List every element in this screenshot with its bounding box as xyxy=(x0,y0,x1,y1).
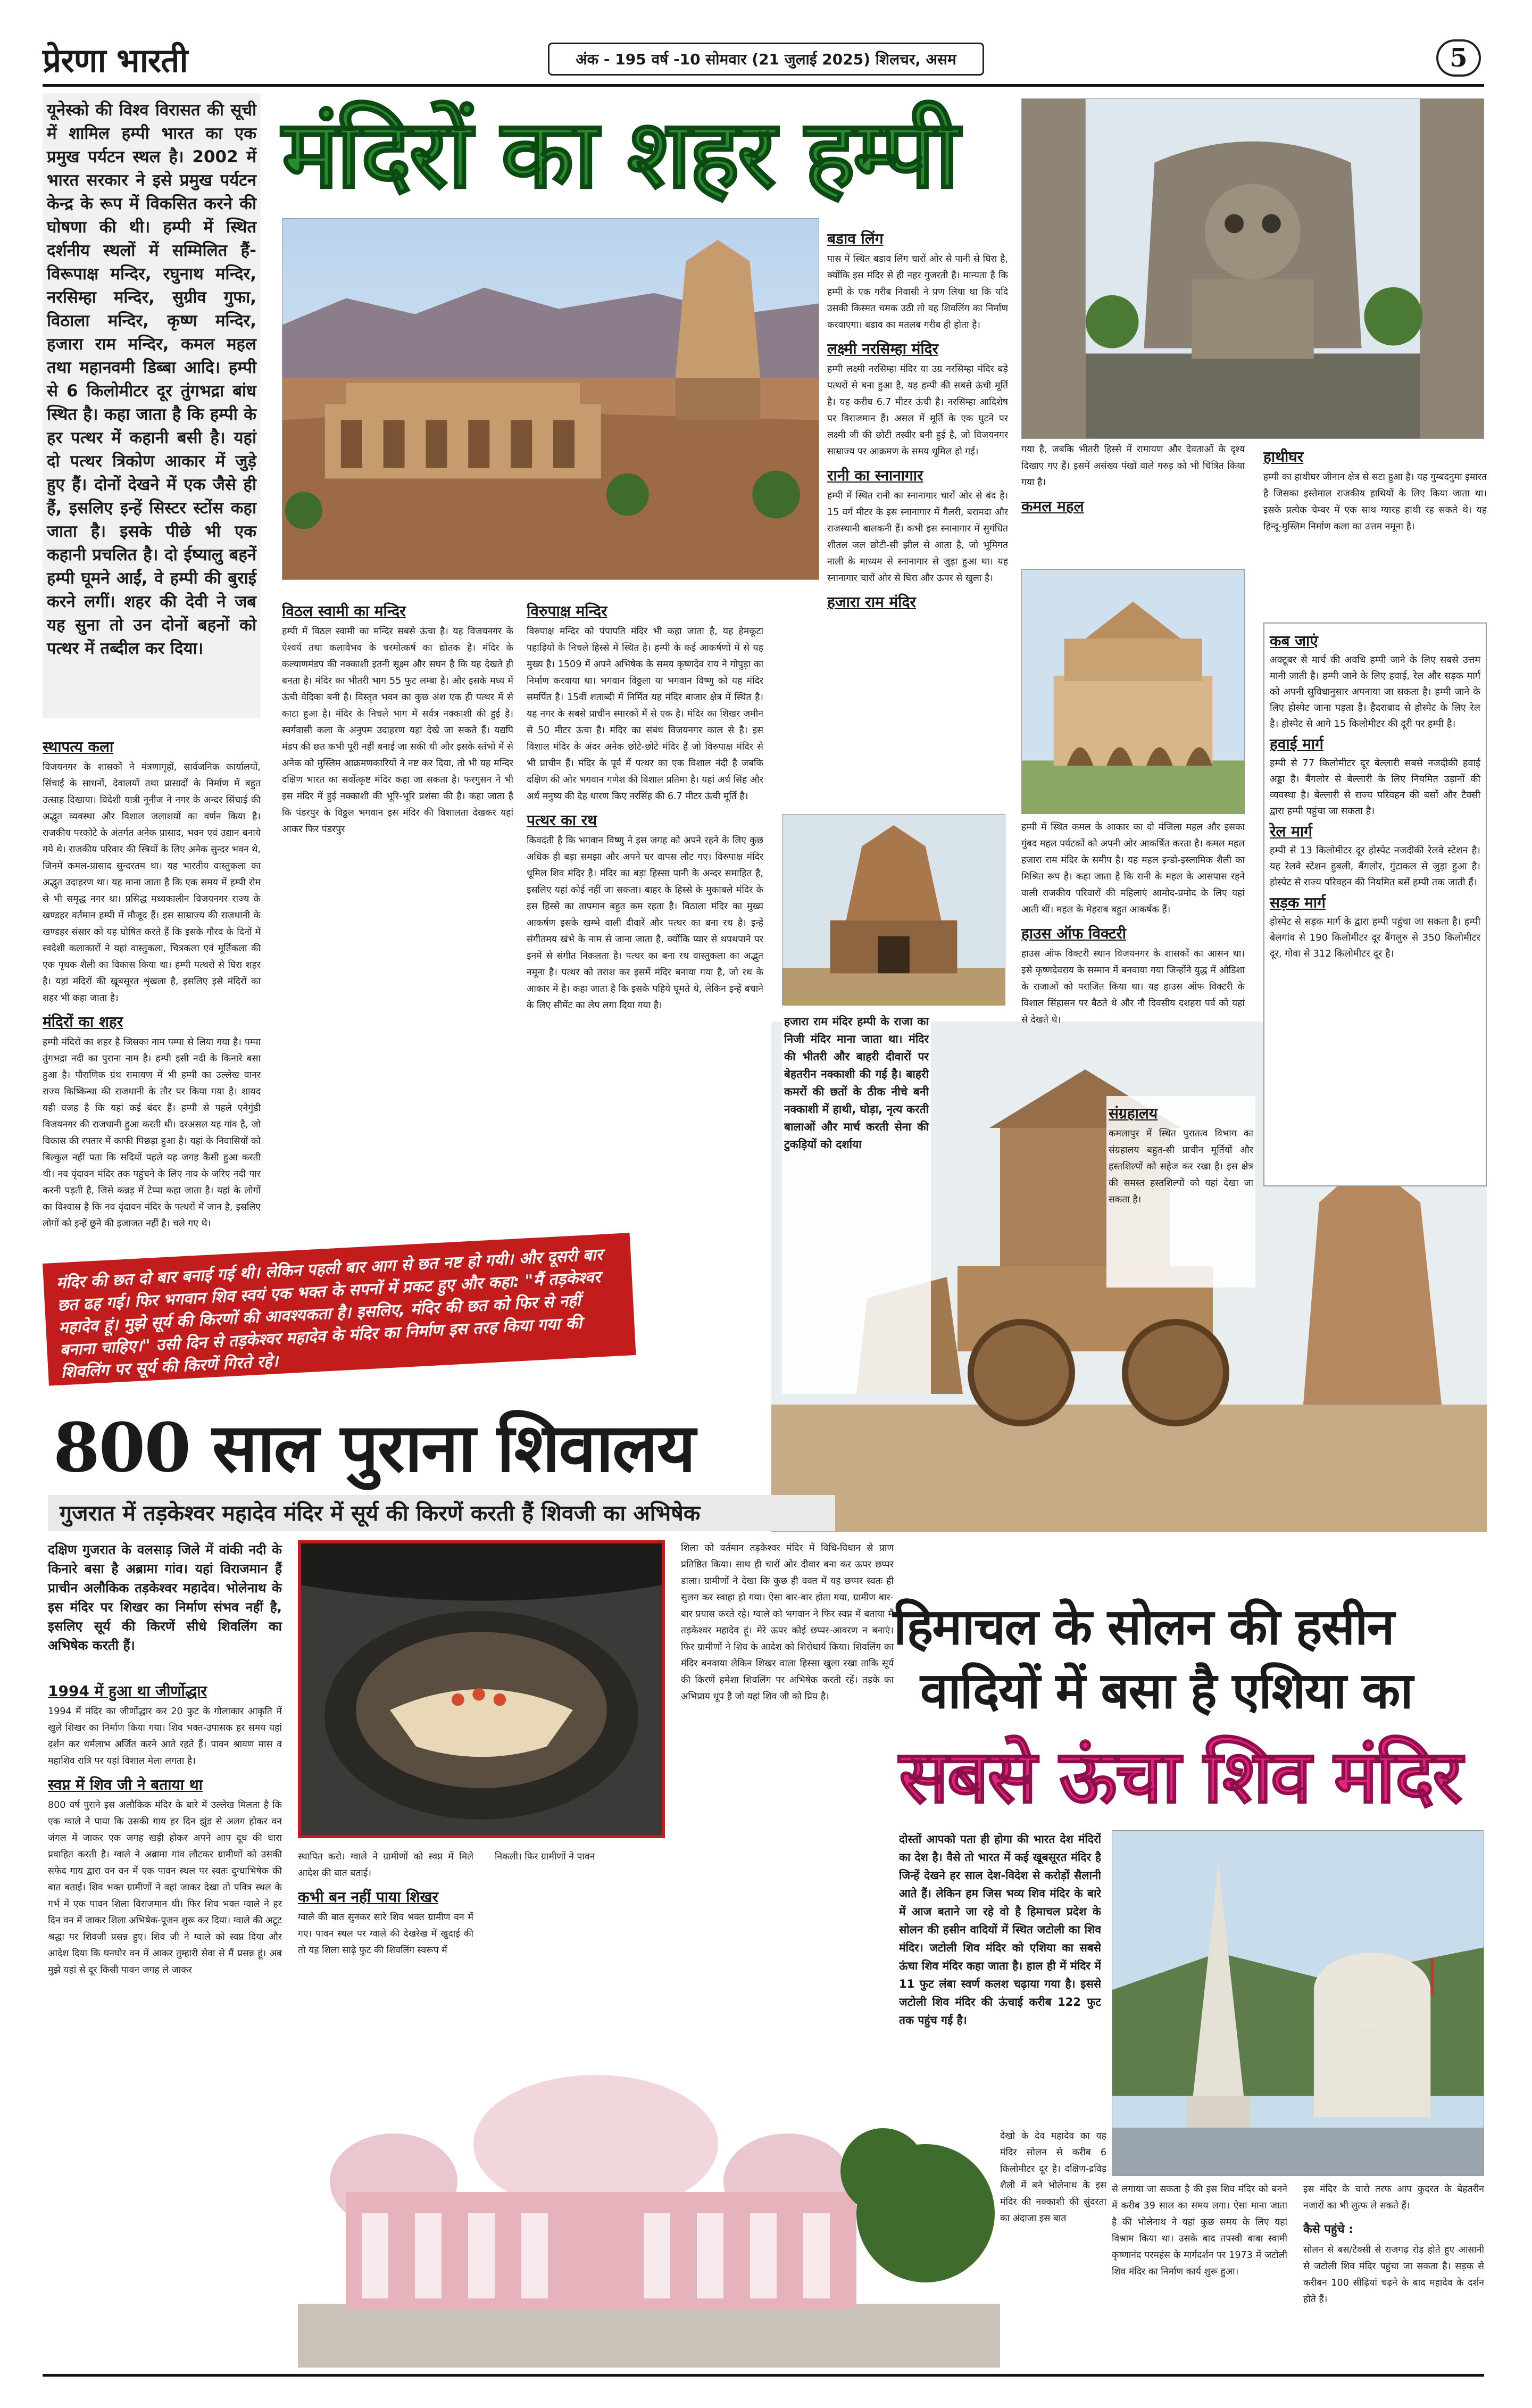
shiv-headline: 800 साल पुराना शिवालय xyxy=(53,1408,695,1487)
kamal-mahal-photo xyxy=(1021,569,1245,814)
shivling-photo xyxy=(298,1540,665,1838)
section-title: हाथीघर xyxy=(1263,448,1304,466)
hampi-column-3 xyxy=(527,596,763,1256)
section-text: हम्पी का हाथीघर जीनान क्षेत्र से सटा हुआ है। यह गुम्बदनुमा इमारत है जिसका इस्तेमाल राजकीय हाथियों के लिए किया जाता था। इसके प्रत्येक चेम्बर में एक साथ ग्यारह हाथी रह सकते थे। यह हिन्दू-मुस्लिम निर्माण कला का उत्तम नमूना है। xyxy=(1263,472,1487,532)
section-title: संग्रहालय xyxy=(1109,1105,1158,1122)
section-text: देखो के देव महादेव का यह मंदिर सोलन से करीब 6 किलोमीटर दूर है। दक्षिण-द्रविड़ शैली में बने भोलेनाथ के इस मंदिर की नक्काशी की सुंदरता का अंदाजा इस बात xyxy=(1000,2131,1106,2224)
section-title: मंदिरों का शहर xyxy=(43,1013,123,1031)
hampi-column-2 xyxy=(282,596,513,1256)
sangrahalaya-box xyxy=(1106,1096,1255,1288)
travel-text: होस्पेट से सड़क मार्ग के द्वारा हम्पी पहुंचा जा सकता है। हम्पी बेलगांव से 190 किलोमीटर दूर बैंगलुरु से 350 किलोमीटर दूर, गोवा से 312 किलोमीटर दूर है। xyxy=(1270,916,1480,959)
travel-title: रेल मार्ग xyxy=(1270,823,1312,840)
section-text: 1994 में मंदिर का जीर्णोद्धार कर 20 फुट के गोलाकार आकृति में खुले शिखर का निर्माण किया गया। शिव भक्त-उपासक हर समय यहां दर्शन कर धर्मलाभ अर्जित करने आते रहते हैं। पावन श्रावण मास व महाशिव रात्रि पर यहां विशाल मेला लगता है। xyxy=(48,1706,282,1766)
section-text: कमलापुर में स्थित पुरातत्व विभाग का संग्रहालय बहुत-सी प्राचीन मूर्तियों और हस्तशिल्पों को सहेज कर रखा है। इस क्षेत्र की समस्त हस्तशिल्पों को यहां देखा जा सकता है। xyxy=(1109,1128,1253,1205)
himachal-headline-line3: सबसे ऊंचा शिव मंदिर xyxy=(899,1734,1461,1820)
travel-text: अक्टूबर से मार्च की अवधि हम्पी जाने के लिए सबसे उत्तम मानी जाती है। हम्पी जाने के लिए हवाई, रेल और सड़क मार्ग को अपनी सुविधानुसार अपनाया जा सकता है। हम्पी जाने के लिए होस्पेट जाना पड़ता है। हैदराबाद से होस्पेट के लिए रेल है। होस्पेट से आगे 15 किलोमीटर की दूरी पर हम्पी है। xyxy=(1270,654,1480,729)
section-title: हाउस ऑफ विक्टरी xyxy=(1021,925,1127,942)
hazara-ram-photo xyxy=(782,814,1005,1006)
hazara-text: हजारा राम मंदिर हम्पी के राजा का निजी मंदिर माना जाता था। मंदिर की भीतरी और बाहरी दीवारों पर बेहतरीन नक्काशी की गई है। बाहरी कमरों की छतों के ठीक नीचे बनी नक्काशी में हाथी, घोड़ा, नृत्य करती बालाओं और मार्च करती सेना की टुकड़ियों को दर्शाया xyxy=(782,1011,931,1394)
section-title: कमल महल xyxy=(1021,497,1084,515)
travel-text: हम्पी से 13 किलोमीटर दूर होस्पेट नजदीकी रेलवे स्टेशन है। यह रेलवे स्टेशन हुबली, बैंगलोर, गुंटाकल से जुड़ा हुआ है। होस्पेट से राज्य परिवहन की नियमित बसें हम्पी तक जाती हैं। xyxy=(1270,845,1480,888)
section-title: विरुपाक्ष मन्दिर xyxy=(527,602,607,620)
himachal-column-2 xyxy=(1000,2128,1106,2368)
section-title: कभी बन नहीं पाया शिखर xyxy=(298,1888,438,1906)
hampi-headline: मंदिरों का शहर हम्पी xyxy=(282,99,958,209)
shiv-column-1 xyxy=(48,1676,282,2362)
shiv-column-3a xyxy=(495,1849,654,1897)
section-text: से लगाया जा सकता है की इस शिव मंदिर को बनने में करीब 39 साल का समय लगा। ऐसा माना जाता है की भोलेनाथ ने यहां कुछ समय के लिए यहां विश्राम किया था। उसके बाद तपस्वी बाबा स्वामी कृष्णानंद परमहंस के मार्गदर्शन पर 1973 में जटोली शिव मंदिर का निर्माण कार्य शुरू हुआ। xyxy=(1112,2184,1287,2277)
header-rule xyxy=(43,84,1484,87)
section-title: हजारा राम मंदिर xyxy=(827,593,916,611)
shiv-subheadline: गुजरात में तड़केश्वर महादेव मंदिर में सूर्य की किरणें करती हैं शिवजी का अभिषेक xyxy=(48,1495,835,1531)
section-title: 1994 में हुआ था जीर्णोद्धार xyxy=(48,1682,207,1700)
travel-title: हवाई मार्ग xyxy=(1270,735,1323,753)
section-text: स्थापित करो। ग्वाले ने ग्रामीणों को स्वप्न में मिले आदेश की बात बताई। xyxy=(298,1851,473,1879)
himachal-column-4 xyxy=(1303,2181,1484,2368)
section-text: 800 वर्ष पुराने इस अलौकिक मंदिर के बारे में उल्लेख मिलता है कि एक ग्वाले ने पाया कि उसकी गाय हर दिन झुंड से अलग होकर वन जंगल में जाकर एक जगह खड़ी होकर अपने आप दूध की धारा प्रवाहित करती है। ग्वाले ने अब्रामा गांव लौटकर ग्रामीणों को उसकी सफेद गाय द्वारा वन वन में एक पावन स्थल पर स्वतः दुग्धाभिषेक की बात बताई। शिव भक्त ग्रामीणों ने वहां जाकर देखा तो पवित्र स्थल के गर्भ में एक पावन शिला विराजमान थी। फिर शिव भक्त ग्वाले ने हर दिन वन में जाकर शिला अभिषेक-पूजन शुरू कर दिया। ग्वाले की अटूट श्रद्धा पर शिवजी प्रसन्न हुए। शिव जी ने ग्वाले को स्वप्न दिया और आदेश दिया कि घनघोर वन में आकर तुम्हारी सेवा से मैं प्रसन्न हूं। अब मुझे यहां से दूर किसी पावन जगह ले जाकर xyxy=(48,1800,282,1975)
section-text: हम्पी में विठल स्वामी का मन्दिर सबसे ऊंचा है। यह विजयनगर के ऐश्वर्य तथा कलावैभव के चरमोत्कर्ष का द्योतक है। मंदिर के कल्याणमंडप की नक्काशी इतनी सूक्ष्म और सघन है कि यह देखते ही बनता है। मंदिर का भीतरी भाग 55 फुट लम्बा है। और इसके मध्य में ऊंची वेदिका बनी है। विस्तृत भवन का कुछ अंश एक ही पत्थर में से काटा हुआ है। मंदिर के निचले भाग में सर्वत्र नक्काशी की हुई है। स्वर्गवासी कला के अनुपम उदाहरण यहां देखे जा सकते हैं। यद्यपि मंडप की छत कभी पूरी नहीं बनाई जा सकी थी और इसके स्तंभों में से अनेक को मुस्लिम आक्रमणकारियों ने नष्ट कर दिया, तो भी यह मन्दिर दक्षिण भारत का सर्वोत्कृष्ट मंदिर कहा जा सकता है। फरगुसन ने भी इस मंदिर में हुई नक्काशी की भूरि-भूरि प्रशंसा की है। कहा जाता है कि पंडरपुर के विठ्ठल भगवान इस मंदिर की विशालता देखकर यहां आकर फिर पंडरपुर xyxy=(282,626,513,835)
hampi-column-6 xyxy=(1263,442,1487,617)
section-title: स्थापत्य कला xyxy=(43,738,114,755)
travel-text: हम्पी से 77 किलोमीटर दूर बेल्लारी सबसे नजदीकी हवाई अड्डा है। बैंगलोर से बेल्लारी के लिए नियमित उड़ानों की व्यवस्था है। बेल्लारी से राज्य परिवहन की बसों और टैक्सी द्वारा हम्पी पहुंचा जा सकता है। xyxy=(1270,758,1480,817)
shiv-red-callout: मंदिर की छत दो बार बनाई गई थी। लेकिन पहली बार आग से छत नष्ट हो गयी। और दूसरी बार छत ढह गई। फिर भगवान शिव स्वयं एक भक्त के सपनों में प्रकट हुए और कहा: "मैं तड़केश्वर महादेव हूं। मुझे सूर्य की किरणों की आवश्यकता है। इसलिए, मंदिर की छत को फिर से नहीं बनाना चाहिए।" उसी दिन से तड़केश्वर महादेव के मंदिर का निर्माण इस तरह किया गया की शिवलिंग पर सूर्य की किरणें गिरते रहे। xyxy=(43,1233,636,1386)
section-text: निकली। फिर ग्रामीणों ने पावन xyxy=(495,1851,595,1862)
shiv-column-3 xyxy=(681,1540,894,1913)
narsimha-statue-photo xyxy=(1021,98,1484,439)
section-title: स्वप्न में शिव जी ने बताया था xyxy=(48,1776,203,1793)
section-title: कैसे पहुंचे : xyxy=(1303,2223,1354,2236)
section-title: लक्ष्मी नरसिम्हा मंदिर xyxy=(827,340,939,358)
section-text: इस मंदिर के चारो तरफ आप कुदरत के बेहतरीन नजारों का भी लुत्फ ले सकते हैं। xyxy=(1303,2184,1484,2211)
hazara-text-hidden xyxy=(827,803,1008,814)
jatoli-temple-photo xyxy=(1112,1830,1484,2176)
section-text: सोलन से बस/टैक्सी से राजगढ़ रोड़ होते हुए आसानी से जटोली शिव मंदिर पहुंचा जा सकता है। सड़क से करीबन 100 सीढ़ियां चढ़ने के बाद महादेव के दर्शन होते हैं। xyxy=(1303,2245,1484,2305)
himachal-headline-line1: हिमाचल के सोलन की हसीन xyxy=(894,1598,1394,1656)
hampi-column-4 xyxy=(827,223,1008,809)
section-text: विजयनगर के शासकों ने मंत्रणागृहों, सार्वजनिक कार्यालयों, सिंचाई के साधनों, देवालयों तथा प्रासादों के निर्माण में बहुत उत्साह दिखाया। विदेशी यात्री नूनीज ने नगर के अन्दर सिंचाई की अद्भुत व्यवस्था और विशाल जलाशयों का वर्णन किया है। राजकीय परकोटे के अंतर्गत अनेक प्रासाद, भवन एवं उद्यान बनाये गये थे। राजकीय परिवार की स्त्रियों के लिए अनेक सुन्दर भवन थे, जिनमें कमल-प्रासाद सुन्दरतम था। यह भारतीय वास्तुकला का अद्भुत उदाहरण था। यह माना जाता है कि एक समय में हम्पी रोम से भी समृद्ध नगर था। प्रसिद्ध मध्यकालीन विजयनगर राज्य के खण्डहर वर्तमान हम्पी में मौजूद हैं। इस साम्राज्य की राजधानी के खण्डहर संसार को यह घोषित करते हैं कि इसके गौरव के दिनों में स्वदेशी कलाकारों ने यहां वास्तुकला, चित्रकला एवं मूर्तिकला की एक पृथक शैली का विकास किया था। हम्पी पत्थरों से घिरा शहर है। यहां मंदिरों की खूबसूरत शृंखला है, इसलिए इसे मंदिरों का शहर भी कहा जाता है। xyxy=(43,762,261,1003)
section-text: शिला को वर्तमान तड़केश्वर मंदिर में विधि-विधान से प्राण प्रतिष्ठित किया। साथ ही चारों ओर दीवार बना कर ऊपर छप्पर डाला। ग्रामीणों ने देखा कि कुछ ही वक्त में यह छप्पर स्वतः ही सुलग कर स्वाहा हो गया। ऐसा बार-बार होता गया, ग्रामीण बार-बार प्रयास करते रहे। ग्वाले को भगवान ने फिर स्वप्न में बताया मैं तड़केश्वर महादेव हूं। मेरे ऊपर कोई छप्पर-आवरण न बनाएं। फिर ग्रामीणों ने शिव के आदेश को शिरोधार्य किया। शिवलिंग का मंदिर बनवाया लेकिन शिखर वाला हिस्सा खुला रखा ताकि सूर्य की किरणें हमेशा शिवलिंग पर अभिषेक करती रहें। तड़के का अभिप्राय धूप है जो यहां शिव जी को प्रिय है। xyxy=(681,1543,894,1702)
travel-title: सड़क मार्ग xyxy=(1270,894,1326,911)
section-text: ग्वाले की बात सुनकर सारे शिव भक्त ग्रामीण वन में गए। पावन स्थल पर ग्वाले की देखरेख में खुदाई की तो यह शिला साढ़े फुट की शिवलिंग स्वरूप में xyxy=(298,1912,473,1956)
caption-text: गया है, जबकि भीतरी हिस्से में रामायण और देवताओं के दृश्य दिखाए गए हैं। इसमें असंख्य पंखों वाले गरुड़ को भी चित्रित किया गया है। xyxy=(1021,444,1245,488)
shiv-lead: दक्षिण गुजरात के वलसाड़ जिले में वांकी नदी के किनारे बसा है अब्रामा गांव। यहां विराजमान हैं प्राचीन अलौकिक तड़केश्वर महादेव। भोलेनाथ के इस मंदिर पर शिखर का निर्माण संभव नहीं है, इसलिए सूर्य की किरणें सीधे शिवलिंग का अभिषेक करती हैं। xyxy=(48,1542,282,1653)
hampi-intro: यूनेस्को की विश्व विरासत की सूची में शामिल हम्पी भारत का एक प्रमुख पर्यटन स्थल है। 2002 में भारत सरकार ने इसे प्रमुख पर्यटन केन्द्र के रूप में विकसित करने की घोषणा की थी। हम्पी में स्थित दर्शनीय स्थलों में सम्मिलित हैं- विरूपाक्ष मन्दिर, रघुनाथ मन्दिर, नरसिम्हा मन्दिर, सुग्रीव गुफा, विठाला मन्दिर, कृष्ण मन्दिर, हजारा राम मन्दिर, कमल महल तथा महानवमी डिब्बा आदि। हम्पी से 6 किलोमीटर दूर तुंगभद्रा बांध स्थित है। कहा जाता है कि हम्पी के हर पत्थर में कहानी बसी है। यहां दो पत्थर त्रिकोण आकार में जुड़े हुए हैं। दोनों देखने में एक जैसे ही हैं, इसलिए इन्हें सिस्टर स्टोंस कहा जाता है। इसके पीछे भी एक कहानी प्रचलित है। दो ईष्यालु बहनें हम्पी घूमने आईं, वे हम्पी की बुराई करने लगीं। शहर की देवी ने जब यह सुना तो उन दोनों बहनों को पत्थर में तब्दील कर दिया। xyxy=(43,93,261,718)
section-text: पास में स्थित बडाव लिंग चारों ओर से पानी से घिरा है, क्योंकि इस मंदिर से ही नहर गुजरती है। मान्यता है कि हम्पी के एक गरीब निवासी ने प्रण लिया था कि यदि उसकी किस्मत चमक उठी तो वह शिवलिंग का निर्माण करवाएगा। बडाव का मतलब गरीब ही होता है। xyxy=(827,254,1008,330)
himachal-column-1: दोस्तों आपको पता ही होगा की भारत देश मंदिरों का देश है। वैसे तो भारत में कई खूबसूरत मंदिर है जिन्हें देखने हर साल देश-विदेश से करोड़ों सैलानी आते हैं। लेकिन हम जिस भव्य शिव मंदिर के बारे में आज बताने जा रहे वो है हिमाचल प्रदेश के सोलन की हसीन वादियों में स्थित जटोली का शिव मंदिर। जटोली शिव मंदिर को एशिया का सबसे ऊंचा शिव मंदिर कहा जाता है। हाल ही में मंदिर में 11 फुट लंबा स्वर्ण कलश चढ़ाया गया है। इससे जटोली शिव मंदिर की ऊंचाई करीब 122 फुट तक पहुंच गई है। xyxy=(899,1833,1101,2027)
hampi-temple-photo xyxy=(282,218,819,580)
section-text: किवदंती है कि भगवान विष्णु ने इस जगह को अपने रहने के लिए कुछ अधिक ही बड़ा समझा और अपने घर वापस लौट गए। विरुपाक्ष मंदिर धूमिल शिव मंदिर है। मंदिर का बड़ा हिस्सा पानी के अन्दर समाहित है, इसलिए यहां कोई नहीं जा सकता। बाहर के हिस्से के मुकाबले मंदिर के इस हिस्से का तापमान बहुत कम रहता है। विठाला मंदिर का मुख्य आकर्षण इसके खम्भे वाली दीवारें और पत्थर का बना रथ है। इन्हें संगीतमय खंभे के नाम से जाना जाता है, क्योंकि प्यार से थपथपाने पर इनमें से संगीत निकलता है। पत्थर का बना रथ वास्तुकला का अद्भुत नमूना है। पत्थर को तराश कर इसमें मंदिर बनाया गया है, जो रथ के आकार में है। कहा जाता है कि इसके पहिये घूमते थे, लेकिन इन्हें बचाने के लिए सीमेंट का लेप लगा दिया गया है। xyxy=(527,835,763,1011)
masthead: प्रेरणा भारती xyxy=(43,41,188,80)
tadkeshwar-temple-photo xyxy=(298,2054,1000,2368)
footer-rule xyxy=(43,2374,1484,2377)
section-text: विरुपाक्ष मन्दिर को पंपापति मंदिर भी कहा जाता है, यह हेमकूटा पहाड़ियों के निचले हिस्से में स्थित है। हम्पी के कई आकर्षणों में से यह मुख्य है। 1509 में अपने अभिषेक के समय कृष्णदेव राय ने गोपुड़ा का निर्माण करवाया था। भगवान विठ्ठला या भगवान विष्णु को यह मंदिर समर्पित है। 15वीं शताब्दी में निर्मित यह मंदिर बाजार क्षेत्र में स्थित है। यह नगर के सबसे प्राचीन स्मारकों में से एक है। मंदिर का शिखर जमीन से 50 मीटर ऊंचा है। मंदिर का संबंध विजयनगर काल से है। इस विशाल मंदिर के अंदर अनेक छोटे-छोटे मंदिर हैं जो विरुपाक्ष मंदिर से भी प्राचीन हैं। मंदिर के पूर्व में पत्थर का एक विशाल नंदी है जबकि दक्षिण की ओर भगवान गणेश की विशाल प्रतिमा है। यहां अर्ध सिंह और अर्ध मनुष्य की देह धारण किए नरसिंह की 6.7 मीटर ऊंची मूर्ति है। xyxy=(527,626,763,802)
section-title: पत्थर का रथ xyxy=(527,811,597,829)
travel-title: कब जाएं xyxy=(1270,632,1318,650)
section-text: हाउस ऑफ विक्टरी स्थान विजयनगर के शासकों का आसन था। इसे कृष्णदेवराय के सम्मान में बनवाया गया जिन्होंने युद्ध में ओडिशा के राजाओं को पराजित किया था। यह हाउस ऑफ विक्टरी के विशाल सिंहासन पर बैठते थे और नौ दिवसीय दशहरा पर्व को यहां से देखते थे। xyxy=(1021,949,1245,1025)
section-title: रानी का स्नानागार xyxy=(827,467,923,484)
section-text: हम्पी में स्थित रानी का स्नानागार चारों ओर से बंद है। 15 वर्ग मीटर के इस स्नानागार में गैलरी, बरामदा और राजस्थानी बालकनी हैं। कभी इस स्नानागार में सुगंधित शीतल जल छोटी-सी झील से आता है, जो भूमिगत नाली के माध्यम से स्नानागार से जुड़ा हुआ था। यह स्नानागार चारों ओर से घिरा और ऊपर से खुला है। xyxy=(827,491,1008,584)
himachal-headline-line2: वादियों में बसा है एशिया का xyxy=(920,1662,1412,1720)
himachal-column-3 xyxy=(1112,2181,1287,2368)
section-text: हम्पी लक्ष्मी नरसिम्हा मंदिर या उग्र नरसिम्हा मंदिर बड़े पत्थरों से बना हुआ है, यह हम्पी की सबसे ऊंची मूर्ति है। यह करीब 6.7 मीटर ऊंची है। नरसिम्हा आदिशेष पर विराजमान हैं। असल में मूर्ति के एक घुटने पर लक्ष्मी जी की छोटी तस्वीर बनी हुई है, जो विजयनगर साम्राज्य पर आक्रमण के समय धूमिल हो गई। xyxy=(827,364,1008,457)
hampi-column-1 xyxy=(43,732,261,1250)
hampi-column-5 xyxy=(1021,819,1245,1096)
section-title: विठल स्वामी का मन्दिर xyxy=(282,602,406,620)
section-text: हम्पी में स्थित कमल के आकार का दो मंजिला महल और इसका गुंबद महल पर्यटकों को अपनी ओर आकर्षित करता है। कमल महल हजारा राम मंदिर के समीप है। यह महल इन्डो-इस्लामिक शैली का मिश्रित रूप है। कहा जाता है कि रानी के महल के आसपास रहने वाली राजकीय परिवारों की महिलाएं आमोद-प्रमोद के लिए यहां आती थीं। महल के मेहराब बहुत आकर्षक हैं। xyxy=(1021,822,1245,915)
section-title: बडाव लिंग xyxy=(827,230,884,247)
issue-info: अंक - 195 वर्ष -10 सोमवार (21 जुलाई 2025) शिलचर, असम xyxy=(548,43,984,76)
travel-info-box xyxy=(1263,622,1487,1186)
page-number: 5 xyxy=(1436,39,1481,77)
shiv-column-2 xyxy=(298,1849,473,2051)
section-text: हम्पी मंदिरों का शहर है जिसका नाम पम्पा से लिया गया है। पम्पा तुंगभद्रा नदी का पुराना नाम है। हम्पी इसी नदी के किनारे बसा हुआ है। पौराणिक ग्रंथ रामायण में भी हम्पी का उल्लेख वानर राज्य किष्किन्धा की राजधानी के तौर पर किया गया है। शायद यही वजह है कि यहां कई बंदर हैं। हम्पी से पहले एनेगुंडी विजयनगर की राजधानी हुआ करती थी। दरअसल यह गांव है, जो विकास की रफ्तार में काफी पिछड़ा हुआ है। यहां के निवासियों को बिल्कुल नहीं पता कि सदियों पहले यह जगह कैसी हुआ करती थी। नव वृंदावन मंदिर तक पहुंचने के लिए नाव के जरिए नदी पार करनी पड़ती है, जिसे कन्नड़ में टेप्पा कहा जाता है। यहां के लोगों का विश्वास है कि नव वृंदावन मंदिर के पत्थरों में जान है, इसलिए लोगों को इन्हें छूने की इजाजत नहीं है। चले गए थे। xyxy=(43,1037,261,1229)
narsimha-caption xyxy=(1021,442,1245,567)
